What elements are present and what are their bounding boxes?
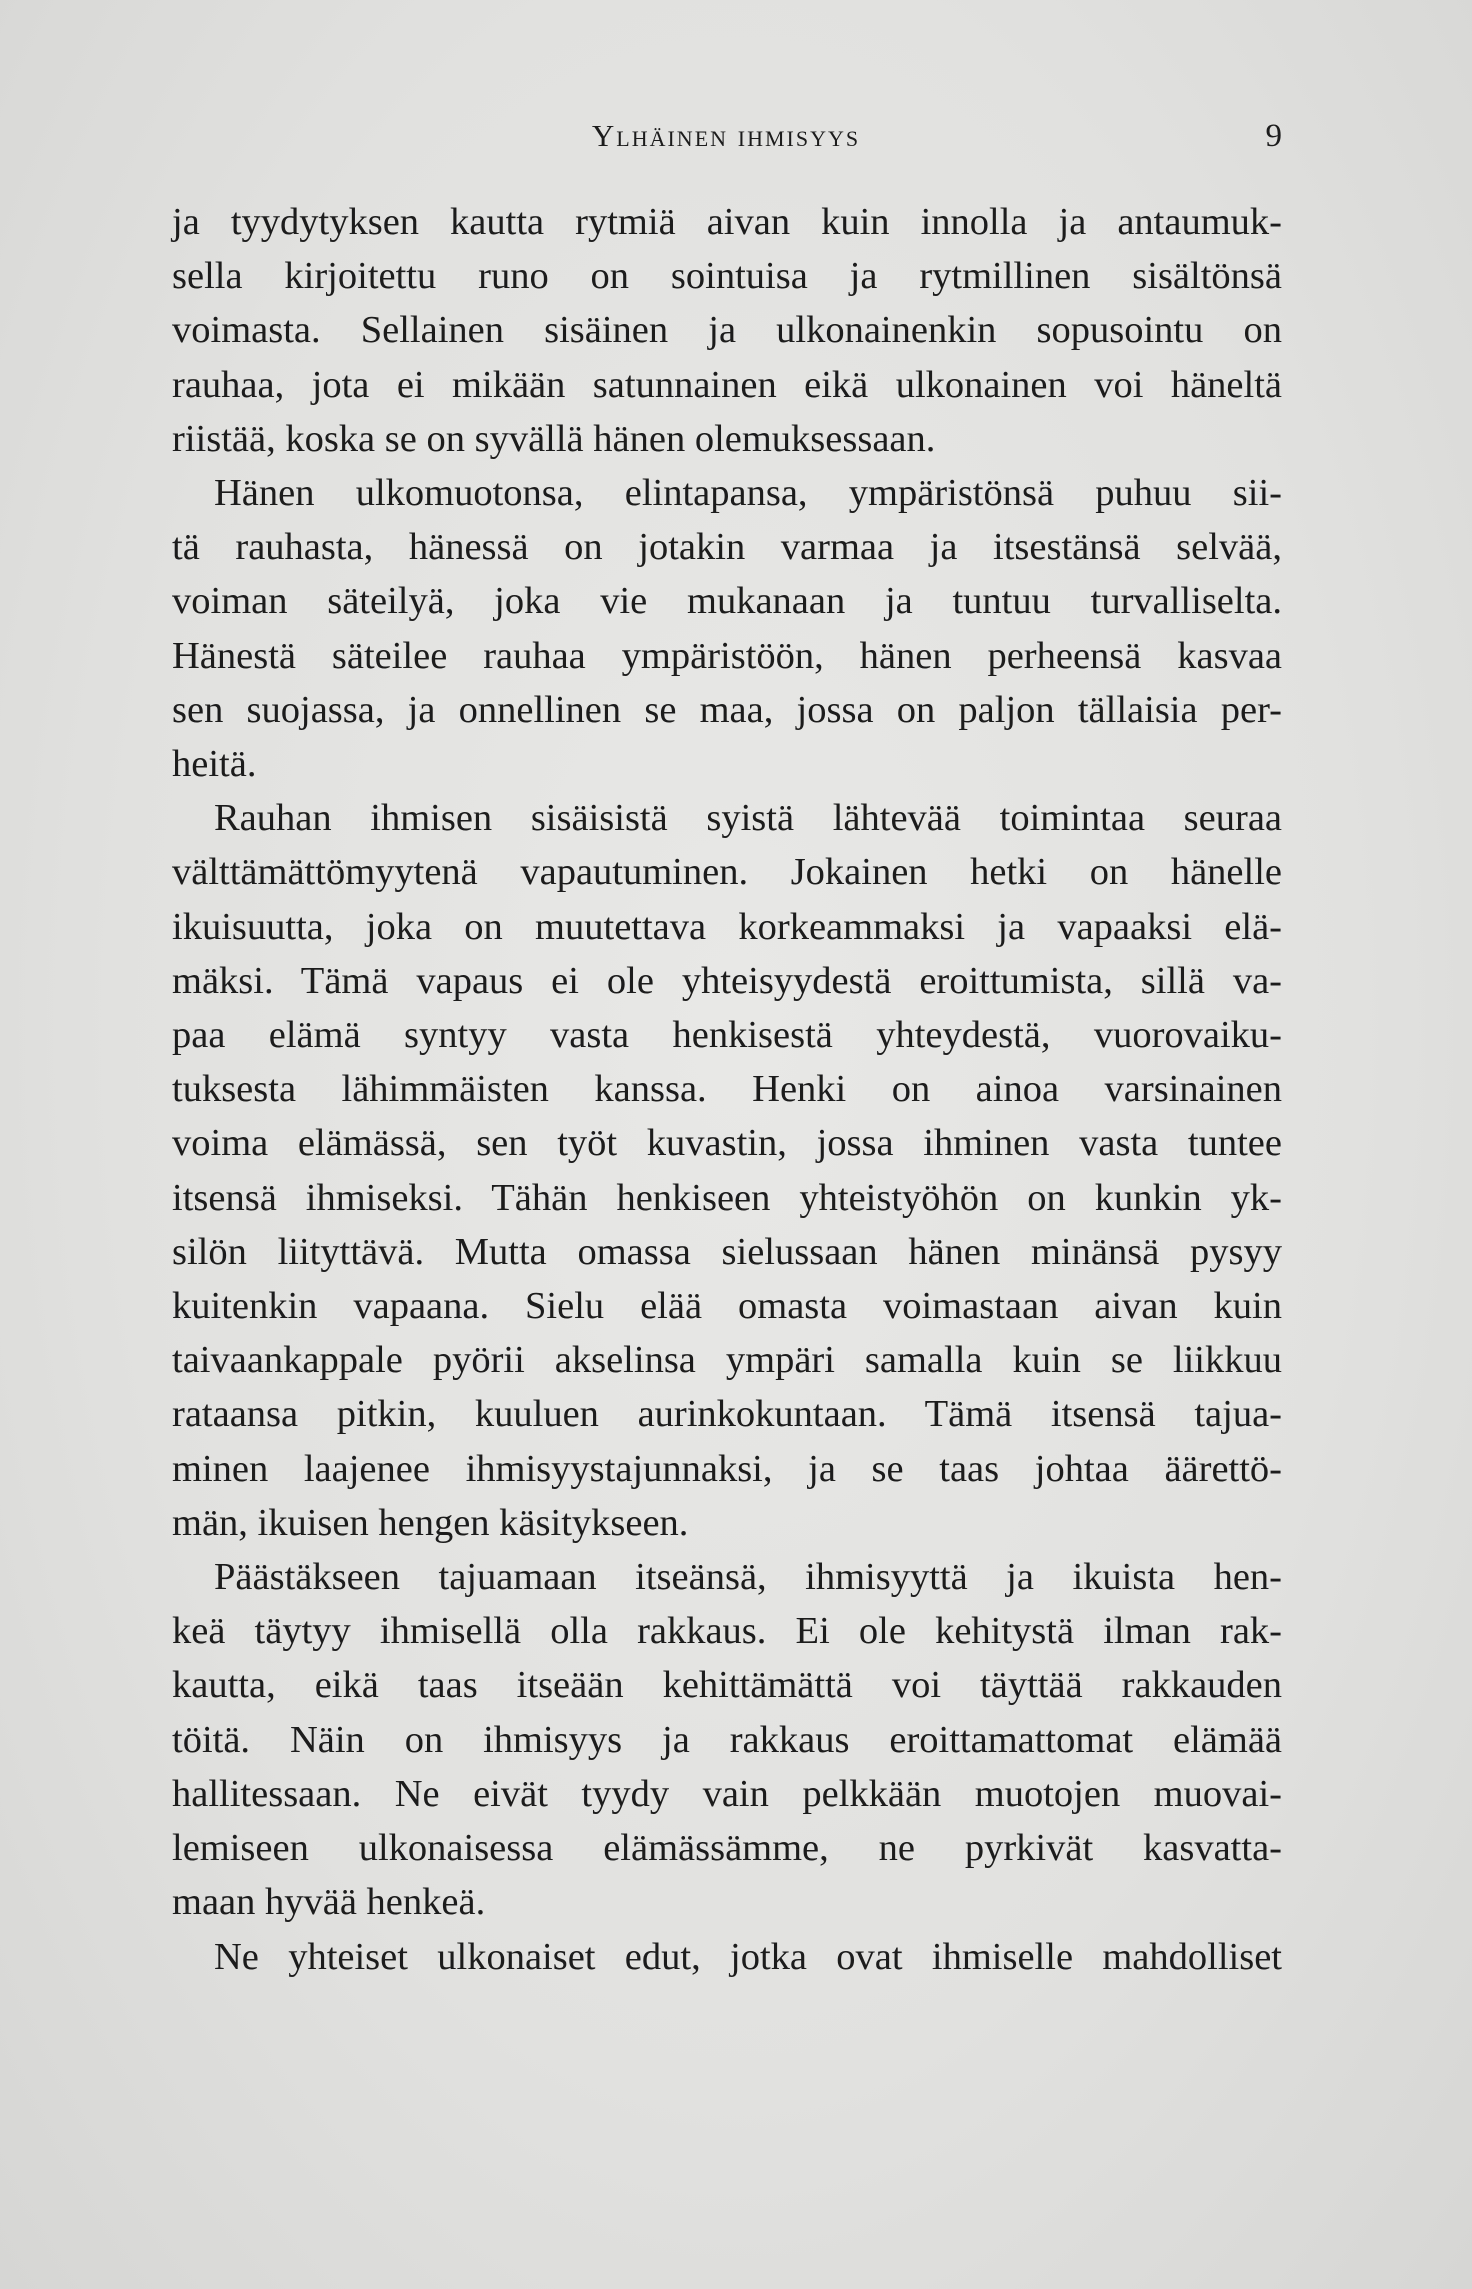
- text-line: rauhaa, jota ei mikään satunnainen eikä ulkonainen voi häneltä: [172, 363, 1282, 406]
- text-line: paa elämä syntyy vasta henkisestä yhteydestä, vuorovaiku-: [172, 1014, 1282, 1057]
- text-line: män, ikuisen hengen käsitykseen.: [172, 1501, 689, 1544]
- text-line: tuksesta lähimmäisten kanssa. Henki on ainoa varsinainen: [172, 1068, 1282, 1111]
- text-line: Hänen ulkomuotonsa, elintapansa, ympäristönsä puhuu sii-: [214, 472, 1282, 515]
- text-line: Päästäkseen tajuamaan itseänsä, ihmisyyttä ja ikuista hen-: [214, 1556, 1282, 1599]
- paragraph: [172, 791, 1282, 1550]
- text-line: kautta, eikä taas itseään kehittämättä voi täyttää rakkauden: [172, 1664, 1282, 1707]
- text-line: ikuisuutta, joka on muutettava korkeammaksi ja vapaaksi elä-: [172, 905, 1282, 948]
- text-line: kuitenkin vapaana. Sielu elää omasta voimastaan aivan kuin: [172, 1285, 1282, 1328]
- text-line: Rauhan ihmisen sisäisistä syistä lähtevää toimintaa seuraa: [214, 797, 1282, 840]
- text-line: mäksi. Tämä vapaus ei ole yhteisyydestä eroittumista, sillä va-: [172, 959, 1282, 1002]
- text-line: taivaankappale pyörii akselinsa ympäri samalla kuin se liikkuu: [172, 1339, 1282, 1382]
- text-line: keä täytyy ihmisellä olla rakkaus. Ei ole kehitystä ilman rak-: [172, 1610, 1282, 1653]
- paragraph: [172, 1930, 1282, 1984]
- text-line: töitä. Näin on ihmisyys ja rakkaus eroittamattomat elämää: [172, 1718, 1282, 1761]
- page-number: 9: [1265, 118, 1282, 154]
- text-line: Ne yhteiset ulkonaiset edut, jotka ovat ihmiselle mahdolliset: [214, 1935, 1282, 1978]
- text-line: voima elämässä, sen työt kuvastin, jossa ihminen vasta tuntee: [172, 1122, 1282, 1165]
- body-text: [172, 195, 1282, 1984]
- text-line: lemiseen ulkonaisessa elämässämme, ne pyrkivät kasvatta-: [172, 1827, 1282, 1870]
- text-line: itsensä ihmiseksi. Tähän henkiseen yhteistyöhön on kunkin yk-: [172, 1176, 1282, 1219]
- text-line: rataansa pitkin, kuuluen aurinkokuntaan. Tämä itsensä tajua-: [172, 1393, 1282, 1436]
- text-line: sen suojassa, ja onnellinen se maa, jossa on paljon tällaisia per-: [172, 688, 1282, 731]
- paragraph: [172, 1550, 1282, 1929]
- text-line: heitä.: [172, 743, 257, 786]
- text-line: Hänestä säteilee rauhaa ympäristöön, hänen perheensä kasvaa: [172, 634, 1282, 677]
- text-line: välttämättömyytenä vapautuminen. Jokainen hetki on hänelle: [172, 851, 1282, 894]
- paragraph: [172, 195, 1282, 466]
- text-line: silön liityttävä. Mutta omassa sielussaan hänen minänsä pysyy: [172, 1230, 1282, 1273]
- text-line: maan hyvää henkeä.: [172, 1881, 486, 1924]
- page-header: [170, 118, 1282, 178]
- text-line: ja tyydytyksen kautta rytmiä aivan kuin innolla ja antaumuk-: [172, 201, 1282, 243]
- text-line: voimasta. Sellainen sisäinen ja ulkonainenkin sopusointu on: [172, 309, 1282, 352]
- text-line: riistää, koska se on syvällä hänen olemuksessaan.: [172, 417, 936, 460]
- text-line: sella kirjoitettu runo on sointuisa ja rytmillinen sisältönsä: [172, 255, 1282, 298]
- text-line: hallitessaan. Ne eivät tyydy vain pelkkään muotojen muovai-: [172, 1772, 1282, 1815]
- paragraph: [172, 466, 1282, 791]
- text-line: voiman säteilyä, joka vie mukanaan ja tuntuu turvalliselta.: [172, 580, 1282, 623]
- running-title: Ylhäinen ihmisyys: [591, 118, 861, 153]
- text-line: tä rauhasta, hänessä on jotakin varmaa ja itsestänsä selvää,: [172, 526, 1282, 569]
- text-line: minen laajenee ihmisyystajunnaksi, ja se taas johtaa äärettö-: [172, 1447, 1282, 1490]
